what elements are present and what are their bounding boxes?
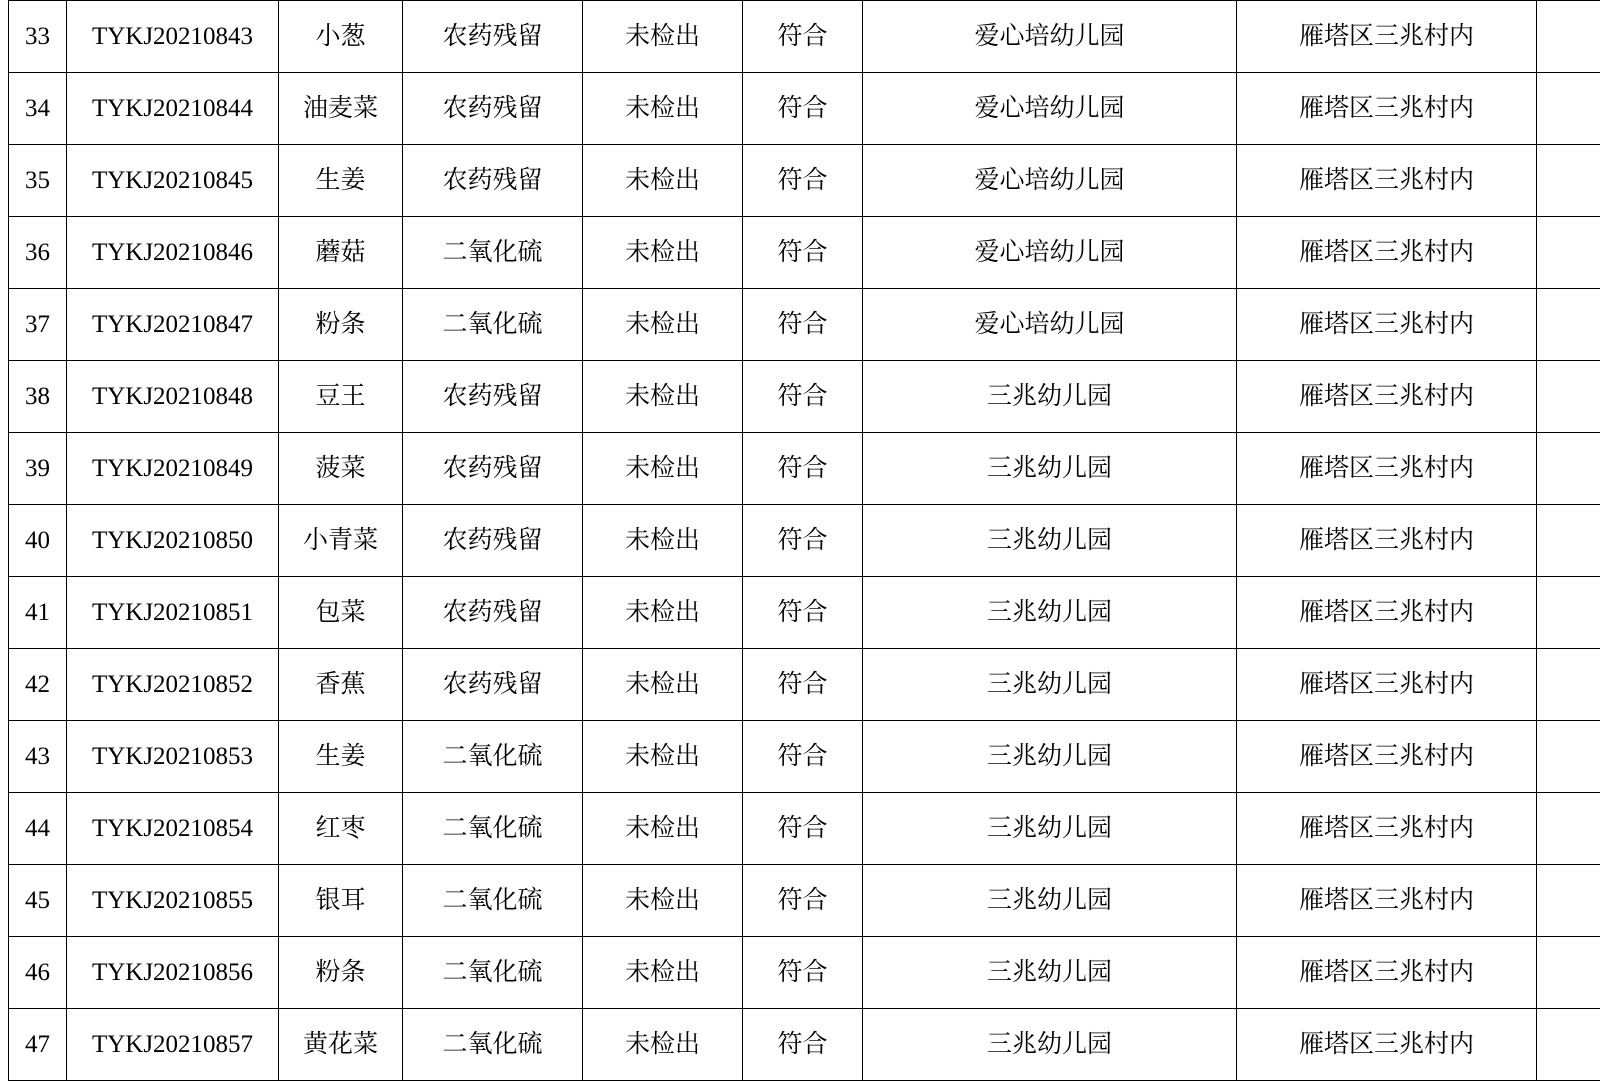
cell-verdict: 符合: [743, 217, 863, 289]
cell-sample-code: TYKJ20210853: [67, 721, 279, 793]
cell-index: 35: [9, 145, 67, 217]
cell-index: 42: [9, 649, 67, 721]
table-body: [9, 1, 1600, 1081]
cell-sample-code: TYKJ20210844: [67, 73, 279, 145]
cell-sample-name: 豆王: [279, 361, 403, 433]
cell-sample-code: TYKJ20210843: [67, 1, 279, 73]
cell-test-item: 农药残留: [403, 433, 583, 505]
cell-test-result: 未检出: [583, 505, 743, 577]
cell-remark: [1537, 433, 1600, 505]
cell-sample-name: 生姜: [279, 721, 403, 793]
cell-sample-name: 粉条: [279, 937, 403, 1009]
cell-test-result: 未检出: [583, 217, 743, 289]
cell-test-item: 农药残留: [403, 505, 583, 577]
cell-address: 雁塔区三兆村内: [1237, 73, 1537, 145]
cell-unit: 爱心培幼儿园: [863, 73, 1237, 145]
cell-verdict: 符合: [743, 433, 863, 505]
cell-test-result: 未检出: [583, 1, 743, 73]
cell-address: 雁塔区三兆村内: [1237, 937, 1537, 1009]
cell-test-item: 二氧化硫: [403, 217, 583, 289]
cell-sample-code: TYKJ20210847: [67, 289, 279, 361]
cell-address: 雁塔区三兆村内: [1237, 577, 1537, 649]
cell-address: 雁塔区三兆村内: [1237, 1, 1537, 73]
table-row: [9, 1009, 1600, 1081]
cell-remark: [1537, 937, 1600, 1009]
cell-test-result: 未检出: [583, 865, 743, 937]
cell-verdict: 符合: [743, 937, 863, 1009]
cell-sample-code: TYKJ20210846: [67, 217, 279, 289]
cell-verdict: 符合: [743, 1009, 863, 1081]
cell-verdict: 符合: [743, 1, 863, 73]
cell-sample-name: 包菜: [279, 577, 403, 649]
table-row: [9, 289, 1600, 361]
cell-sample-code: TYKJ20210845: [67, 145, 279, 217]
cell-sample-name: 小青菜: [279, 505, 403, 577]
cell-test-result: 未检出: [583, 793, 743, 865]
cell-test-item: 二氧化硫: [403, 937, 583, 1009]
cell-sample-name: 粉条: [279, 289, 403, 361]
cell-address: 雁塔区三兆村内: [1237, 793, 1537, 865]
cell-sample-name: 生姜: [279, 145, 403, 217]
cell-address: 雁塔区三兆村内: [1237, 361, 1537, 433]
cell-index: 36: [9, 217, 67, 289]
cell-unit: 三兆幼儿园: [863, 1009, 1237, 1081]
cell-remark: [1537, 577, 1600, 649]
table-row: [9, 433, 1600, 505]
cell-test-item: 农药残留: [403, 649, 583, 721]
cell-address: 雁塔区三兆村内: [1237, 505, 1537, 577]
cell-unit: 三兆幼儿园: [863, 433, 1237, 505]
cell-sample-name: 香蕉: [279, 649, 403, 721]
cell-sample-code: TYKJ20210849: [67, 433, 279, 505]
cell-sample-name: 菠菜: [279, 433, 403, 505]
cell-verdict: 符合: [743, 865, 863, 937]
table-row: [9, 577, 1600, 649]
table-row: [9, 73, 1600, 145]
cell-index: 39: [9, 433, 67, 505]
cell-remark: [1537, 289, 1600, 361]
cell-unit: 三兆幼儿园: [863, 361, 1237, 433]
cell-remark: [1537, 649, 1600, 721]
cell-test-result: 未检出: [583, 361, 743, 433]
cell-sample-name: 蘑菇: [279, 217, 403, 289]
cell-test-item: 农药残留: [403, 145, 583, 217]
cell-remark: [1537, 73, 1600, 145]
cell-sample-name: 黄花菜: [279, 1009, 403, 1081]
table-row: [9, 505, 1600, 577]
cell-index: 43: [9, 721, 67, 793]
cell-sample-name: 银耳: [279, 865, 403, 937]
cell-test-item: 二氧化硫: [403, 289, 583, 361]
cell-sample-code: TYKJ20210850: [67, 505, 279, 577]
cell-unit: 爱心培幼儿园: [863, 145, 1237, 217]
table-row: [9, 1, 1600, 73]
cell-sample-code: TYKJ20210856: [67, 937, 279, 1009]
cell-test-result: 未检出: [583, 73, 743, 145]
cell-address: 雁塔区三兆村内: [1237, 217, 1537, 289]
cell-remark: [1537, 505, 1600, 577]
cell-test-result: 未检出: [583, 577, 743, 649]
cell-sample-code: TYKJ20210852: [67, 649, 279, 721]
cell-address: 雁塔区三兆村内: [1237, 145, 1537, 217]
cell-test-item: 二氧化硫: [403, 1009, 583, 1081]
cell-index: 34: [9, 73, 67, 145]
cell-test-result: 未检出: [583, 145, 743, 217]
cell-unit: 三兆幼儿园: [863, 649, 1237, 721]
cell-test-result: 未检出: [583, 937, 743, 1009]
cell-test-item: 二氧化硫: [403, 793, 583, 865]
table-row: [9, 361, 1600, 433]
cell-index: 40: [9, 505, 67, 577]
cell-verdict: 符合: [743, 649, 863, 721]
cell-unit: 三兆幼儿园: [863, 577, 1237, 649]
cell-index: 45: [9, 865, 67, 937]
cell-verdict: 符合: [743, 721, 863, 793]
cell-unit: 三兆幼儿园: [863, 793, 1237, 865]
cell-test-result: 未检出: [583, 721, 743, 793]
cell-test-item: 农药残留: [403, 1, 583, 73]
cell-remark: [1537, 1, 1600, 73]
cell-unit: 爱心培幼儿园: [863, 1, 1237, 73]
cell-sample-name: 油麦菜: [279, 73, 403, 145]
cell-unit: 三兆幼儿园: [863, 937, 1237, 1009]
cell-index: 37: [9, 289, 67, 361]
cell-test-result: 未检出: [583, 289, 743, 361]
cell-address: 雁塔区三兆村内: [1237, 721, 1537, 793]
cell-remark: [1537, 865, 1600, 937]
cell-sample-name: 红枣: [279, 793, 403, 865]
cell-address: 雁塔区三兆村内: [1237, 289, 1537, 361]
cell-index: 33: [9, 1, 67, 73]
cell-sample-code: TYKJ20210851: [67, 577, 279, 649]
cell-verdict: 符合: [743, 289, 863, 361]
cell-verdict: 符合: [743, 577, 863, 649]
cell-remark: [1537, 793, 1600, 865]
cell-test-result: 未检出: [583, 433, 743, 505]
cell-test-result: 未检出: [583, 1009, 743, 1081]
cell-remark: [1537, 361, 1600, 433]
cell-index: 44: [9, 793, 67, 865]
cell-verdict: 符合: [743, 73, 863, 145]
cell-unit: 爱心培幼儿园: [863, 217, 1237, 289]
cell-test-item: 二氧化硫: [403, 721, 583, 793]
cell-remark: [1537, 1009, 1600, 1081]
cell-unit: 爱心培幼儿园: [863, 289, 1237, 361]
cell-remark: [1537, 217, 1600, 289]
cell-verdict: 符合: [743, 793, 863, 865]
cell-address: 雁塔区三兆村内: [1237, 433, 1537, 505]
table-row: [9, 217, 1600, 289]
cell-unit: 三兆幼儿园: [863, 505, 1237, 577]
cell-index: 41: [9, 577, 67, 649]
cell-sample-code: TYKJ20210855: [67, 865, 279, 937]
cell-verdict: 符合: [743, 145, 863, 217]
cell-sample-code: TYKJ20210857: [67, 1009, 279, 1081]
table-row: [9, 865, 1600, 937]
cell-index: 38: [9, 361, 67, 433]
table-row: [9, 649, 1600, 721]
cell-address: 雁塔区三兆村内: [1237, 649, 1537, 721]
cell-address: 雁塔区三兆村内: [1237, 865, 1537, 937]
cell-address: 雁塔区三兆村内: [1237, 1009, 1537, 1081]
table-row: [9, 721, 1600, 793]
cell-verdict: 符合: [743, 505, 863, 577]
cell-sample-code: TYKJ20210854: [67, 793, 279, 865]
inspection-results-table: [8, 0, 1600, 1081]
cell-index: 46: [9, 937, 67, 1009]
cell-unit: 三兆幼儿园: [863, 865, 1237, 937]
table-row: [9, 937, 1600, 1009]
cell-index: 47: [9, 1009, 67, 1081]
cell-remark: [1537, 145, 1600, 217]
cell-test-item: 农药残留: [403, 577, 583, 649]
cell-remark: [1537, 721, 1600, 793]
cell-test-result: 未检出: [583, 649, 743, 721]
table-row: [9, 793, 1600, 865]
cell-test-item: 农药残留: [403, 361, 583, 433]
table-row: [9, 145, 1600, 217]
cell-test-item: 二氧化硫: [403, 865, 583, 937]
cell-unit: 三兆幼儿园: [863, 721, 1237, 793]
cell-sample-code: TYKJ20210848: [67, 361, 279, 433]
cell-verdict: 符合: [743, 361, 863, 433]
cell-test-item: 农药残留: [403, 73, 583, 145]
cell-sample-name: 小葱: [279, 1, 403, 73]
